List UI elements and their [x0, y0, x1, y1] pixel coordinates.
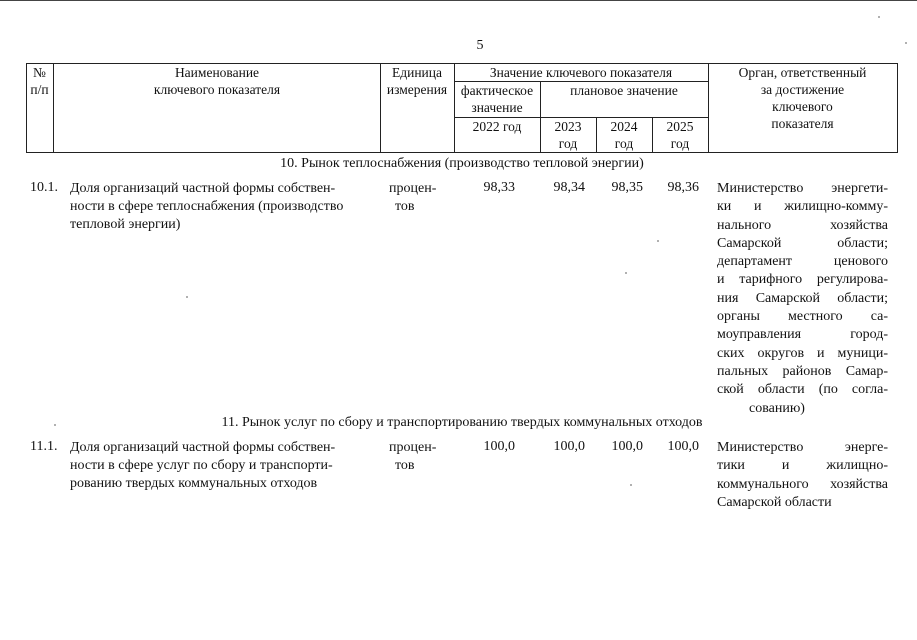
value-2023: 100,0 — [553, 439, 585, 454]
top-edge-line — [0, 0, 917, 1]
responsible-body: Министерство энерге- тики и жилищно- коммунального хозяйства Самарской области — [717, 440, 888, 510]
table-header — [26, 63, 898, 153]
value-2024: 98,35 — [611, 180, 643, 195]
header-actual: фактическое значение — [460, 83, 534, 115]
header-border-right — [897, 64, 898, 152]
header-unit: Единица измерения — [386, 65, 448, 97]
row-number: 11.1. — [30, 439, 58, 454]
header-no: № п/п — [30, 65, 49, 97]
value-2022: 100,0 — [483, 439, 515, 454]
value-2025: 100,0 — [667, 439, 699, 454]
value-2025: 98,36 — [667, 180, 699, 195]
scan-speck — [905, 42, 907, 44]
header-org: Орган, ответственный за достижение ключевого показателя — [738, 65, 867, 131]
section-title: 10. Рынок теплоснабжения (производство тепловой энергии) — [280, 156, 644, 171]
header-planned: плановое значение — [570, 83, 678, 98]
scan-speck — [54, 424, 56, 426]
section-title: 11. Рынок услуг по сбору и транспортированию твердых коммунальных отходов — [221, 415, 703, 430]
indicator-name: Доля организаций частной формы собствен- ности в сфере теплоснабжения (производство тепловой энергии) — [70, 181, 344, 232]
value-2023: 98,34 — [553, 180, 585, 195]
header-actual-year: 2022 год — [472, 119, 522, 134]
page-number: 5 — [476, 38, 484, 53]
header-year-2024: 2024 год — [610, 119, 638, 151]
header-year-2023: 2023 год — [554, 119, 582, 151]
unit-of-measure: процен- тов — [389, 181, 437, 214]
header-value-group: Значение ключевого показателя — [489, 65, 673, 80]
scan-speck — [625, 272, 627, 274]
value-2024: 100,0 — [611, 439, 643, 454]
scan-speck — [878, 16, 880, 18]
responsible-body: Министерство энергети- ки и жилищно-комму- нального хозяйства Самарской области; департамент ценового и тарифного регулирова- ния Самарской области; органы местного са- моуправления город- ских округов и муници- пальных районов Самар- ской области (по согла- сованию) — [717, 181, 888, 416]
scan-speck — [630, 484, 632, 486]
scan-speck — [657, 240, 659, 242]
scan-speck — [186, 296, 188, 298]
row-number: 10.1. — [30, 180, 58, 195]
header-year-2025: 2025 год — [666, 119, 694, 151]
value-2022: 98,33 — [483, 180, 515, 195]
indicator-name: Доля организаций частной формы собствен- ности в сфере услуг по сбору и транспорти- рованию твердых коммунальных отходов — [70, 440, 336, 491]
header-name: Наименование ключевого показателя — [153, 65, 281, 97]
unit-of-measure: процен- тов — [389, 440, 437, 473]
